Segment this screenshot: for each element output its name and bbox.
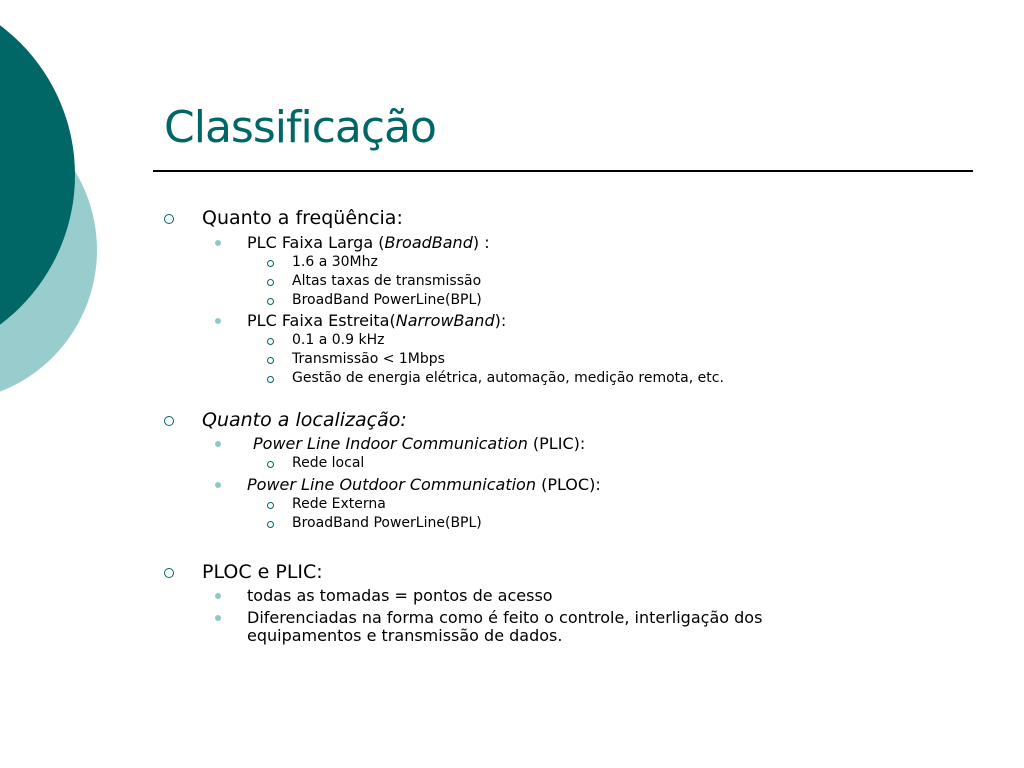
hollow-bullet-icon	[164, 568, 174, 578]
slide-title: Classificação	[164, 102, 436, 153]
subitem: BroadBand PowerLine(BPL)	[292, 292, 482, 308]
item-differences-continued: equipamentos e transmissão de dados.	[247, 626, 563, 645]
subitem: Gestão de energia elétrica, automação, medição remota, etc.	[292, 370, 724, 386]
small-hollow-bullet-icon	[267, 376, 274, 383]
subitem: BroadBand PowerLine(BPL)	[292, 515, 482, 531]
small-hollow-bullet-icon	[267, 338, 274, 345]
item-plc-narrowband: PLC Faixa Estreita(NarrowBand):	[247, 311, 507, 330]
subitem: Altas taxas de transmissão	[292, 273, 482, 289]
dot-bullet-icon	[215, 441, 221, 447]
subitem: 0.1 a 0.9 kHz	[292, 332, 385, 348]
item-access-points: todas as tomadas = pontos de acesso	[247, 586, 553, 605]
hollow-bullet-icon	[164, 214, 174, 224]
hollow-bullet-icon	[164, 416, 174, 426]
small-hollow-bullet-icon	[267, 521, 274, 528]
subitem: 1.6 a 30Mhz	[292, 254, 378, 270]
small-hollow-bullet-icon	[267, 357, 274, 364]
item-ploc: Power Line Outdoor Communication (PLOC):	[247, 475, 601, 494]
small-hollow-bullet-icon	[267, 260, 274, 267]
small-hollow-bullet-icon	[267, 461, 274, 468]
section-frequency-heading: Quanto a freqüência:	[202, 207, 403, 229]
section-ploc-plic-heading: PLOC e PLIC:	[202, 561, 323, 583]
small-hollow-bullet-icon	[267, 279, 274, 286]
subitem: Rede local	[292, 455, 365, 471]
item-differences: Diferenciadas na forma como é feito o controle, interligação dos	[247, 608, 763, 627]
subitem: Transmissão < 1Mbps	[292, 351, 445, 367]
small-hollow-bullet-icon	[267, 298, 274, 305]
subitem: Rede Externa	[292, 496, 386, 512]
dot-bullet-icon	[215, 482, 221, 488]
dot-bullet-icon	[215, 593, 221, 599]
dot-bullet-icon	[215, 318, 221, 324]
item-plc-broadband: PLC Faixa Larga (BroadBand) :	[247, 233, 490, 252]
dot-bullet-icon	[215, 615, 221, 621]
item-plic: Power Line Indoor Communication (PLIC):	[253, 434, 586, 453]
small-hollow-bullet-icon	[267, 502, 274, 509]
dot-bullet-icon	[215, 240, 221, 246]
section-location-heading: Quanto a localização:	[202, 409, 407, 431]
